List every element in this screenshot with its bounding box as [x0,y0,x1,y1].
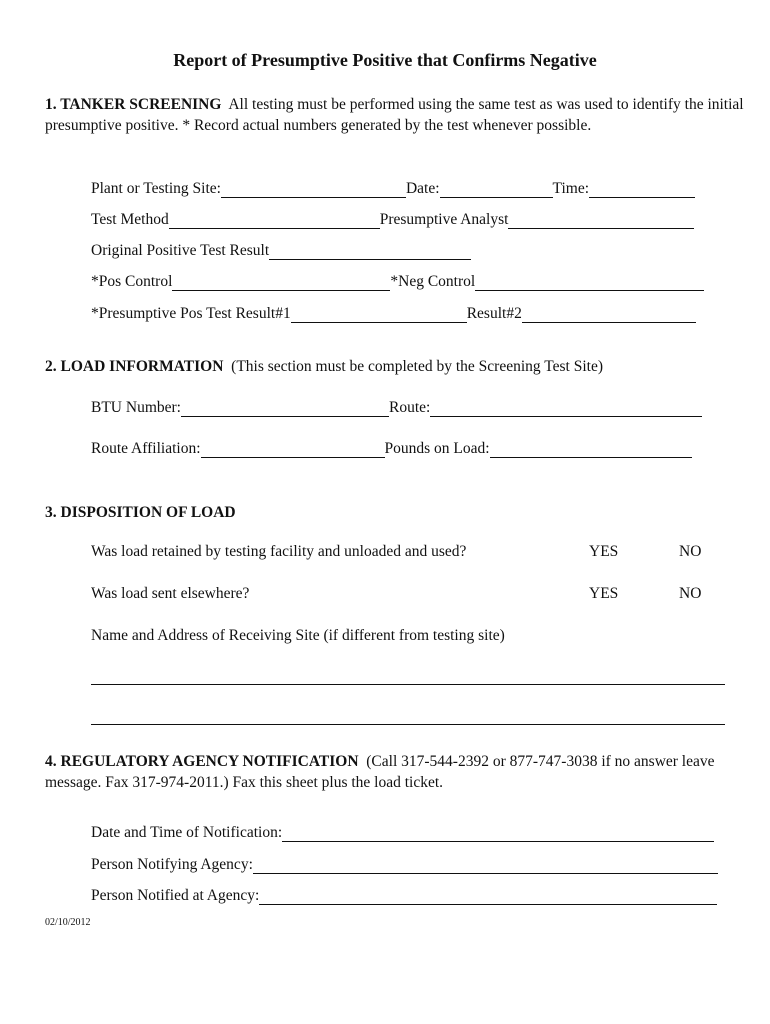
section3-header [45,502,745,523]
time-label: Time: [552,180,590,197]
affiliation-field[interactable] [201,442,385,458]
notification-date-label: Date and Time of Notification: [91,824,283,841]
test-method-field[interactable] [169,213,380,229]
section1-heading: 1. TANKER SCREENING [45,96,222,113]
section3-heading: 3. DISPOSITION OF LOAD [45,504,236,521]
section1-intro-text: All testing must be performed using the same test as was used to identify the initial presumptive positive. * Record actual numbers generated by the test whenever possible. [45,96,744,134]
receiving-line-2[interactable] [91,724,725,725]
footer-date-code: 02/10/2012 [45,917,91,928]
route-label: Route: [388,399,431,416]
person-notifying-field[interactable] [253,858,718,874]
date-field[interactable] [440,182,553,198]
person-notifying-label: Person Notifying Agency: [91,856,253,873]
plant-field[interactable] [221,182,406,198]
test-method-label: Test Method [91,211,169,228]
result2-field[interactable] [522,307,696,323]
btu-row [91,399,702,417]
original-result-row [91,242,471,260]
pounds-field[interactable] [490,442,692,458]
receiving-label: Name and Address of Receiving Site (if different from testing site) [91,627,505,644]
form-title: Report of Presumptive Positive that Confirms Negative [173,50,597,70]
neg-control-field[interactable] [475,275,704,291]
person-notified-row [91,887,717,905]
btu-label: BTU Number: [91,399,181,416]
person-notified-label: Person Notified at Agency: [91,887,260,904]
receiving-line-1[interactable] [91,684,725,685]
person-notifying-row [91,856,718,874]
pos-control-field[interactable] [172,275,390,291]
affiliation-row [91,440,692,458]
affiliation-label: Route Affiliation: [91,440,201,457]
section2-heading: 2. LOAD INFORMATION [45,358,224,375]
btu-field[interactable] [181,401,389,417]
controls-row [91,273,704,291]
results-row [91,305,696,323]
plant-row [91,180,695,198]
plant-label: Plant or Testing Site: [91,180,221,197]
result2-label: Result#2 [466,305,522,322]
neg-control-label: *Neg Control [390,273,476,290]
date-label: Date: [405,180,440,197]
q2-yes-option[interactable]: YES [589,585,619,602]
person-notified-field[interactable] [259,889,717,905]
route-field[interactable] [430,401,702,417]
q1-no-option[interactable]: NO [679,543,702,560]
notification-date-field[interactable] [282,826,714,842]
pos-control-label: *Pos Control [91,273,173,290]
result1-field[interactable] [291,307,467,323]
section2-header [45,356,745,377]
q2-no-option[interactable]: NO [679,585,702,602]
q2-text: Was load sent elsewhere? [91,585,250,602]
section4-heading: 4. REGULATORY AGENCY NOTIFICATION [45,753,359,770]
analyst-field[interactable] [508,213,694,229]
q1-text: Was load retained by testing facility and unloaded and used? [91,543,467,560]
section1-intro [45,94,745,136]
notification-date-row [91,824,714,842]
pounds-label: Pounds on Load: [384,440,490,457]
section4-intro [45,751,745,793]
q1-yes-option[interactable]: YES [589,543,619,560]
time-field[interactable] [589,182,695,198]
result1-label: *Presumptive Pos Test Result#1 [91,305,291,322]
test-method-row [91,211,694,229]
original-result-field[interactable] [269,244,471,260]
analyst-label: Presumptive Analyst [379,211,509,228]
section2-note: (This section must be completed by the Screening Test Site) [231,358,603,375]
section4-intro-text: (Call 317-544-2392 or 877-747-3038 if no answer leave message. Fax 317-974-2011.) Fax this sheet plus the load ticket. [45,753,715,791]
original-result-label: Original Positive Test Result [91,242,270,259]
